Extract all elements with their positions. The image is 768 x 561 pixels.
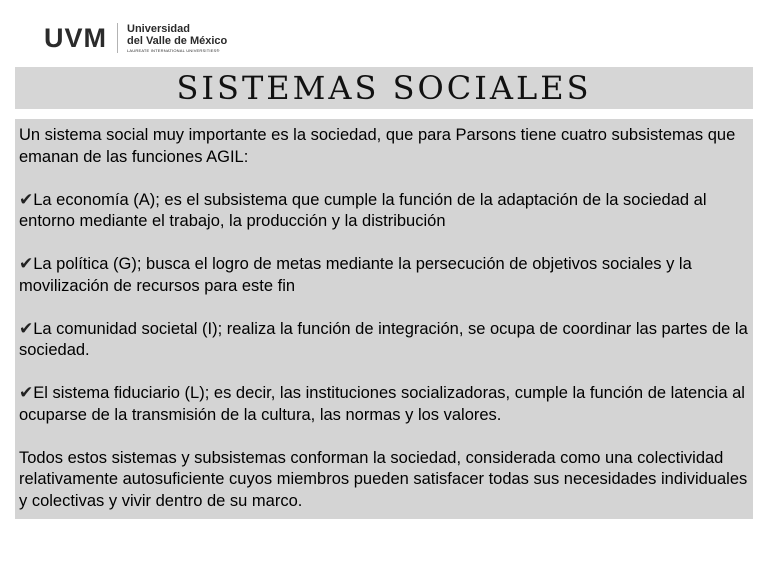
logo-mark: UVM xyxy=(44,22,107,53)
checkmark-icon: ✔ xyxy=(19,383,34,403)
content-box xyxy=(15,119,753,519)
logo-divider xyxy=(117,23,118,53)
item-text-politics: La política (G); busca el logro de metas mediante la persecución de objetivos sociales y la movilización de recursos para este fin xyxy=(19,255,692,295)
item-text-economy: La economía (A); es el subsistema que cumple la función de la adaptación de la sociedad al entorno mediante el trabajo, la producción y la distribución xyxy=(19,190,707,230)
checkmark-icon: ✔ xyxy=(19,189,34,210)
page-title: SISTEMAS SOCIALES xyxy=(176,69,592,107)
uvm-logo xyxy=(44,20,227,56)
title-band xyxy=(15,67,753,109)
logo-tagline: LAUREATE INTERNATIONAL UNIVERSITIES® xyxy=(127,47,220,53)
list-item xyxy=(19,383,749,426)
checkmark-icon: ✔ xyxy=(19,318,34,339)
logo-university-name: Universidad xyxy=(127,22,190,35)
logo-university-name-2: del Valle de México xyxy=(127,34,228,47)
list-item xyxy=(19,319,749,362)
logo-text xyxy=(127,23,227,54)
item-text-fiduciary: El sistema fiduciario (L); es decir, las instituciones socializadoras, cumple la función de latencia al ocuparse de la transmisión de la cultura, las normas y los valores. xyxy=(19,384,745,424)
item-text-community: La comunidad societal (I); realiza la función de integración, se ocupa de coordinar las partes de la sociedad. xyxy=(19,319,748,359)
intro-paragraph: Un sistema social muy importante es la sociedad, que para Parsons tiene cuatro subsistemas que emanan de las funciones AGIL: xyxy=(19,126,736,166)
checkmark-icon: ✔ xyxy=(19,254,34,274)
list-item xyxy=(19,190,749,233)
list-item xyxy=(19,254,749,297)
conclusion-paragraph: Todos estos sistemas y subsistemas conforman la sociedad, considerada como una colectividad relativamente autosuficiente cuyos miembros pueden satisfacer todas sus necesidades individuales y colectivas y vivir dentro de su marco. xyxy=(19,448,748,510)
